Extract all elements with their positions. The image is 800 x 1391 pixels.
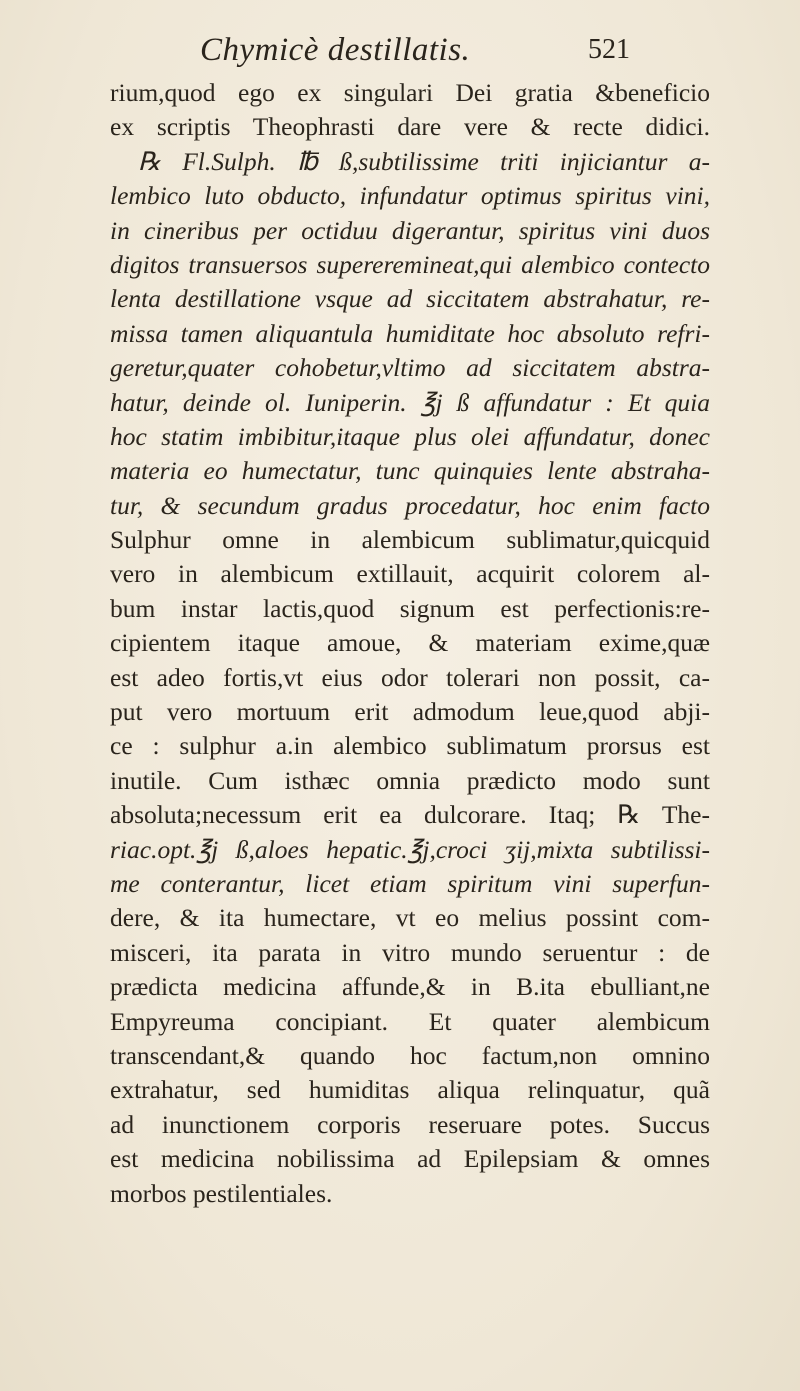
text-line: extrahatur, sed humiditas aliqua relinquatur, quã [110, 1075, 710, 1105]
text-line: est medicina nobilissima ad Epilepsiam & omnes [110, 1144, 710, 1174]
text-line: absoluta;necessum erit ea dulcorare. Itaq; ℞ The- [110, 800, 710, 830]
text-line: Empyreuma concipiant. Et quater alembicum [110, 1006, 710, 1036]
text-line: riac.opt.℥j ß,aloes hepatic.℥j,croci ʒij,mixta subtilissi- [110, 834, 710, 864]
text-line: morbos pestilentiales. [110, 1178, 333, 1208]
text-line: tur, & secundum gradus procedatur, hoc enim facto [110, 490, 710, 520]
text-line: ex scriptis Theophrasti dare vere & recte didici. [110, 112, 710, 142]
text-line: ad inunctionem corporis reseruare potes. Succus [110, 1109, 710, 1139]
body-text [110, 76, 710, 1211]
text-line: hoc statim imbibitur,itaque plus olei affundatur, donec [110, 421, 710, 451]
text-line: est adeo fortis,vt eius odor tolerari non possit, ca- [110, 662, 710, 692]
text-line: missa tamen aliquantula humiditate hoc absoluto refri- [110, 318, 710, 348]
text-line: digitos transuersos supereremineat,qui alembico contecto [110, 249, 710, 279]
text-line: dere, & ita humectare, vt eo melius possint com- [110, 903, 710, 933]
text-line: misceri, ita parata in vitro mundo seruentur : de [110, 937, 710, 967]
text-line: bum instar lactis,quod signum est perfectionis:re- [110, 593, 710, 623]
text-line: in cineribus per octiduu digerantur, spiritus vini duos [110, 215, 710, 245]
text-line: Sulphur omne in alembicum sublimatur,quicquid [110, 525, 710, 555]
text-line: me conterantur, licet etiam spiritum vini superfun- [110, 868, 710, 898]
text-line: vero in alembicum extillauit, acquirit colorem al- [110, 559, 710, 589]
text-line: lembico luto obducto, infundatur optimus spiritus vini, [110, 181, 710, 211]
page-number: 521 [588, 34, 630, 65]
text-line: put vero mortuum erit admodum leue,quod abji- [110, 697, 710, 727]
text-line: cipientem itaque amoue, & materiam exime,quæ [110, 628, 710, 658]
text-line: ce : sulphur a.in alembico sublimatum prorsus est [110, 731, 710, 761]
text-line: inutile. Cum isthæc omnia prædicto modo sunt [110, 765, 710, 795]
text-line: geretur,quater cohobetur,vltimo ad siccitatem abstra- [110, 353, 710, 383]
running-title: Chymicè destillatis. [200, 32, 471, 68]
running-head [0, 28, 800, 72]
text-line: lenta destillatione vsque ad siccitatem abstrahatur, re- [110, 284, 710, 314]
text-line: materia eo humectatur, tunc quinquies lente abstraha- [110, 456, 710, 486]
text-line: rium,quod ego ex singulari Dei gratia &beneficio [110, 78, 710, 107]
text-line: prædicta medicina affunde,& in B.ita ebulliant,ne [110, 972, 710, 1002]
text-line: transcendant,& quando hoc factum,non omnino [110, 1040, 710, 1070]
text-line: hatur, deinde ol. Iuniperin. ℥j ß affundatur : Et quia [110, 387, 710, 417]
text-line: ℞ Fl.Sulph. ℔ ß,subtilissime triti injiciantur a- [138, 146, 710, 176]
